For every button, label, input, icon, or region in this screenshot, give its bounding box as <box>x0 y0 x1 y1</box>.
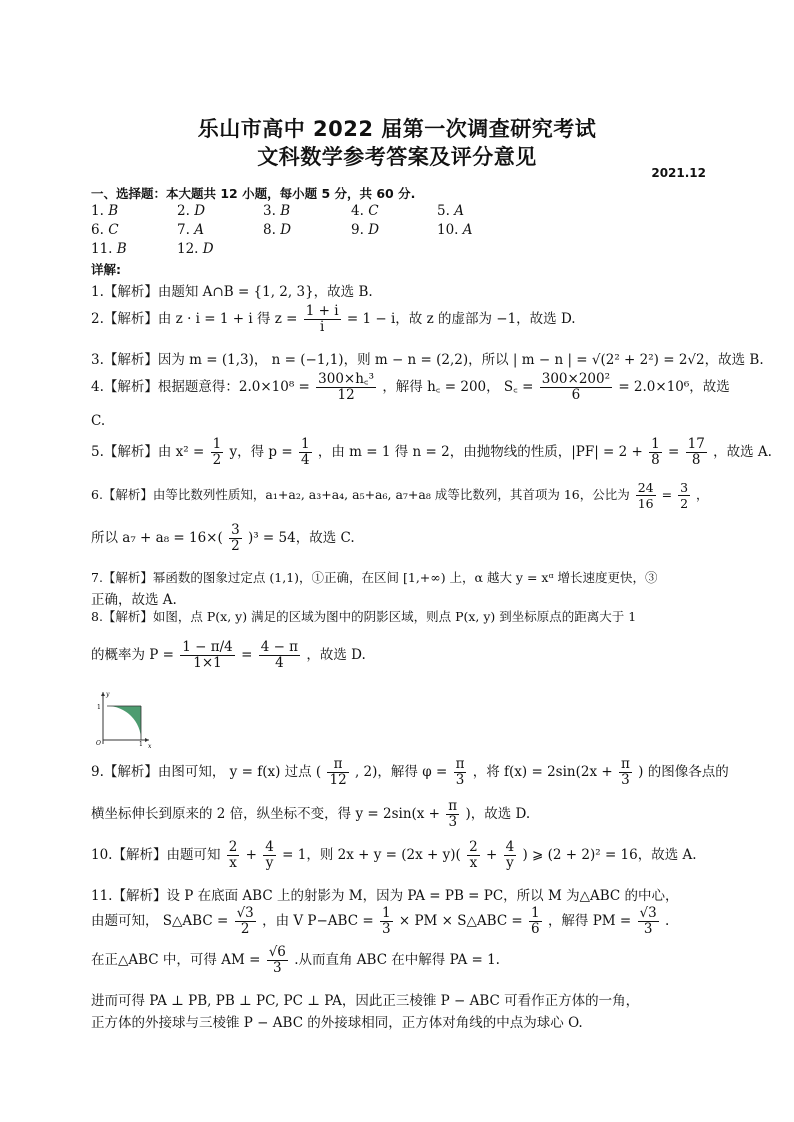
fraction: $\frac{√6}{3}$ <box>268 944 286 976</box>
fraction: $\frac{1 - \pi/4}{1\times 1}$ <box>182 639 233 671</box>
answer-item: 6. C <box>91 222 119 238</box>
explanation-q1: 1.【解析】由题知 A∩B = {1, 2, 3}，故选 B. <box>91 284 373 300</box>
fraction: $\frac{\pi}{3}$ <box>455 756 465 788</box>
explanation-q11-line5: 正方体的外接球与三棱锥 P − ABC 的外接球相同，正方体对角线的中点为球心 O. <box>91 1015 583 1031</box>
x-tick-label: 1 <box>139 741 143 748</box>
answer-item: 1. B <box>91 203 119 219</box>
answer-item: 12. D <box>177 241 214 257</box>
x-label: x <box>148 743 152 750</box>
y-label: y <box>106 691 110 698</box>
fraction: $\frac{2}{x}$ <box>469 839 478 871</box>
explanation-q3: 3.【解析】因为 m = (1,3)， n = (−1,1)，则 m − n = (2,2)，所以 | m − n | = √(2² + 2²) = 2√2，故选 B. <box>91 352 764 368</box>
answer-item: 11. B <box>91 241 127 257</box>
explanation-q4: 4.【解析】根据题意得：2.0×10⁸ = $\frac{\text{300×h꜀³}}{12}$ ，解得 h꜀ = 200， S꜀ = $\frac{\text{300×200²}}{6}$ = 2.0×10⁶，故选 <box>91 371 730 403</box>
fraction: $\frac{\pi}{3}$ <box>620 756 630 788</box>
explanation-q8: 8.【解析】如图，点 P(x, y) 满足的区域为图中的阴影区域，则点 P(x, y) 到坐标原点的距离大于 1 <box>91 609 637 624</box>
answer-item: 9. D <box>351 222 380 238</box>
explanation-q5: 5.【解析】由 x² = $\frac{1}{2}$ y，得 p = $\frac{1}{4}$ ，由 m = 1 得 n = 2，由抛物线的性质，|PF| = 2 + $\frac{1}{8}$ = $\frac{17}{8}$ ，故选 A. <box>91 436 772 468</box>
y-axis-arrow <box>101 692 105 696</box>
explanation-q6: 6.【解析】由等比数列性质知，a₁+a₂, a₃+a₄, a₅+a₆, a₇+a₈ 成等比数列，其首项为 16，公比为 $\frac{24}{16}$ = $\frac{3}{2}$ ， <box>91 480 709 511</box>
date-label: 2021.12 <box>651 166 706 180</box>
origin-label: O <box>96 740 101 747</box>
fraction: $\frac{4}{y}$ <box>265 839 274 871</box>
fraction: $\frac{\text{300×h꜀³}}{12}$ <box>318 371 375 403</box>
fraction: $\frac{1}{3}$ <box>381 905 391 937</box>
answer-item: 2. D <box>177 203 206 219</box>
answer-item: 10. A <box>437 222 473 238</box>
fraction: $\frac{2}{x}$ <box>228 839 238 871</box>
explanation-q10: 10.【解析】由题可知 $\frac{2}{x}$ + $\frac{4}{y}$ = 1，则 2x + y = (2x + y)( $\frac{2}{x}$ + $\frac{4}{y}$ ) ⩾ (2 + 2)² = 16，故选 A. <box>91 839 697 871</box>
fraction: $\frac{24}{16}$ <box>637 480 654 511</box>
fraction: $\frac{√3}{3}$ <box>639 905 657 937</box>
answer-item: 7. A <box>177 222 204 238</box>
fraction: $\frac{3}{2}$ <box>231 522 240 554</box>
explanation-q7-cont: 正确，故选 A. <box>91 592 177 608</box>
fraction: $\frac{\pi}{3}$ <box>448 798 458 830</box>
y-tick-label: 1 <box>97 704 101 711</box>
region-figure <box>93 690 153 750</box>
fraction: $\frac{1}{6}$ <box>531 905 540 937</box>
fraction: $\frac{1}{8}$ <box>651 436 660 468</box>
explanation-q11-line4: 进而可得 PA ⊥ PB, PB ⊥ PC, PC ⊥ PA，因此正三棱锥 P − ABC 可看作正方体的一角， <box>91 993 640 1009</box>
explanation-q11: 11.【解析】设 P 在底面 ABC 上的射影为 M，因为 PA = PB = PC，所以 M 为△ABC 的中心， <box>91 888 679 904</box>
fraction: $\frac{\pi}{12}$ <box>329 756 347 788</box>
fraction: $\frac{√3}{2}$ <box>236 905 254 937</box>
explanation-q11-line2: 由题可知， S△ABC = $\frac{√3}{2}$ ，由 V P−ABC = $\frac{1}{3}$ × PM × S△ABC = $\frac{1}{6}$ ，解得 PM = $\frac{√3}{3}$ . <box>91 905 670 937</box>
explanation-q9: 9.【解析】由图可知， y = f(x) 过点 ( $\frac{\pi}{12}$ , 2)，解得 φ = $\frac{\pi}{3}$ ，将 f(x) = 2sin(2x + $\frac{\pi}{3}$ ) 的图像各点的 <box>91 756 729 788</box>
explanation-q11-line3: 在正△ABC 中，可得 AM = $\frac{√6}{3}$ .从而直角 ABC 在中解得 PA = 1. <box>91 944 500 976</box>
explanation-q6-cont: 所以 a₇ + a₈ = 16×( $\frac{3}{2}$ )³ = 54，故选 C. <box>91 522 355 554</box>
fraction: $\frac{17}{8}$ <box>687 436 705 468</box>
answer-item: 4. C <box>351 203 379 219</box>
fraction: $\frac{1}{2}$ <box>212 436 222 468</box>
explanation-q4-cont: C. <box>91 413 106 429</box>
fraction: $\frac{1}{4}$ <box>300 436 310 468</box>
answer-item: 8. D <box>263 222 292 238</box>
explanation-q7: 7.【解析】幂函数的图象过定点 (1,1)，①正确，在区间 [1,+∞) 上，α 越大 y = xᵅ 增长速度更快，③ <box>91 570 658 585</box>
explanation-q8-cont: 的概率为 P = $\frac{1 - \pi/4}{1\times 1}$ = $\frac{4 - \pi}{4}$ ，故选 D. <box>91 639 366 671</box>
fraction: $\frac{1 + i}{i}$ <box>305 303 339 335</box>
fraction: $\frac{4 - \pi}{4}$ <box>260 639 299 671</box>
explanation-q2: 2.【解析】由 z · i = 1 + i 得 z = $\frac{1 + i}{i}$ = 1 − i，故 z 的虚部为 −1，故选 D. <box>91 303 576 335</box>
answer-item: 5. A <box>437 203 464 219</box>
fraction: $\frac{3}{2}$ <box>680 480 689 511</box>
fraction: $\frac{4}{y}$ <box>505 839 515 871</box>
section-heading: 一、选择题：本大题共 12 小题，每小题 5 分，共 60 分. <box>91 186 416 201</box>
fraction: $\frac{\text{300×200²}}{6}$ <box>541 371 611 403</box>
x-axis-arrow <box>145 738 149 742</box>
shaded-region <box>107 706 141 740</box>
answer-item: 3. B <box>263 203 291 219</box>
page-subtitle: 文科数学参考答案及评分意见 <box>257 145 537 169</box>
explanation-q9-cont: 横坐标伸长到原来的 2 倍，纵坐标不变，得 y = 2sin(x + $\frac{\pi}{3}$ )，故选 D. <box>91 798 531 830</box>
page-title: 乐山市高中 2022 届第一次调查研究考试 <box>197 117 597 141</box>
details-heading: 详解: <box>91 262 121 277</box>
